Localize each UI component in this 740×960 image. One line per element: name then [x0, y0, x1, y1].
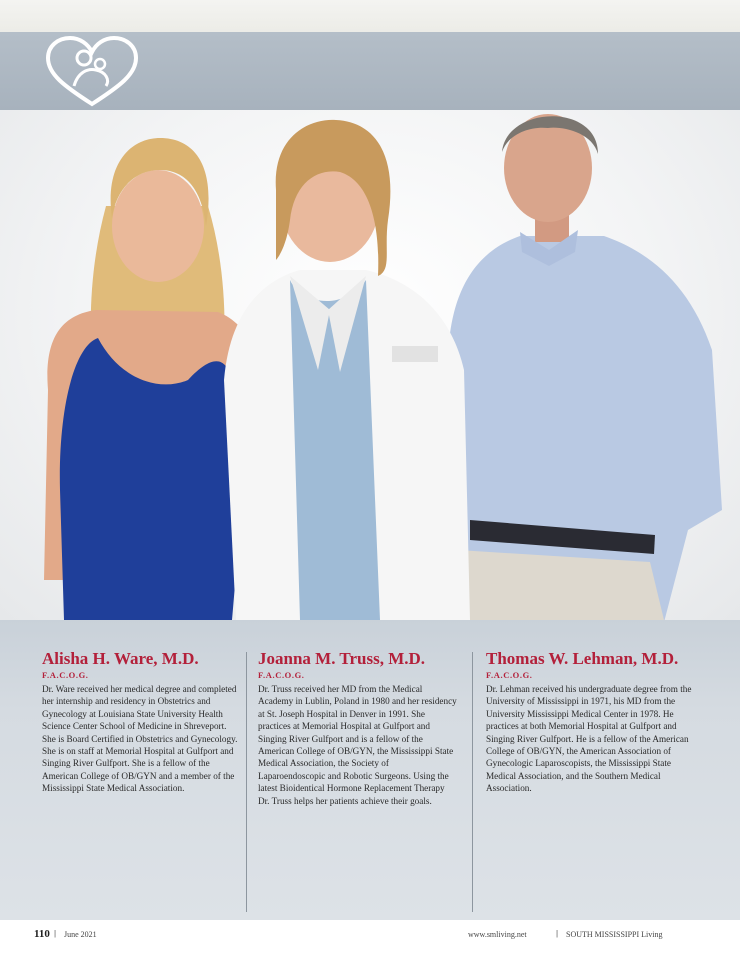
doctor-name: Joanna M. Truss, M.D.: [258, 649, 426, 668]
doctor-credential: F.A.C.O.G.: [258, 670, 305, 680]
heart-mother-baby-icon: [44, 34, 140, 108]
doctor-bio: Dr. Lehman received his undergraduate degree from the University of Mississippi in 1971, his MD from the University Mississippi Medical Center in 1978. He practices at both Memorial Hospital at Gulfport and Singing River Gulfport. He is a fellow of the American College of OB/GYN, the American Association of Gynecologic Laparoscopists, the Mississippi State Medical Association, and the Southern Medical Association.: [486, 684, 692, 794]
woman-center-figure: [224, 120, 470, 620]
doctors-group-photo: [0, 110, 740, 620]
site-url: www.smliving.net: [468, 930, 527, 939]
doctor-credential: F.A.C.O.G.: [486, 670, 533, 680]
doctor-column-truss: [258, 648, 458, 807]
magazine-name: SOUTH MISSISSIPPI Living: [566, 930, 663, 939]
man-figure: [448, 114, 722, 620]
doctor-bio: Dr. Ware received her medical degree and completed her internship and residency in Obstetrics and Gynecology at Louisiana State University Health Science Center School of Medicine in Shreveport. She is Board Certified in Obstetrics and Gynecology. She is on staff at Memorial Hospital at Gulfport and Singing River Gulfport. She is a fellow of the American College of OB/GYN and a member of the Mississippi State Medical Association.: [42, 684, 238, 794]
page-footer: [0, 920, 740, 960]
column-divider: [472, 652, 473, 912]
issue-date: June 2021: [64, 930, 97, 939]
doctor-name: Thomas W. Lehman, M.D.: [486, 649, 679, 668]
doctor-credential: F.A.C.O.G.: [42, 670, 89, 680]
top-strip: [0, 0, 740, 32]
footer-separator: |: [556, 929, 559, 938]
footer-separator: |: [54, 929, 57, 938]
doctor-bio: Dr. Truss received her MD from the Medical Academy in Lublin, Poland in 1980 and her residency at St. Joseph Hospital in Denver in 1991. She practices at Memorial Hospital at Gulfport and Singing River Gulfport and is a fellow of the American College of OB/GYN, the Mississippi State Medical Association, the Society of Laparoendoscopic and Robotic Surgeons. Using the latest Bioidentical Hormone Replacement Therapy Dr. Truss helps her patients achieve their goals.: [258, 684, 457, 806]
doctor-column-ware: [42, 648, 240, 795]
page-number: 110: [34, 928, 50, 940]
doctor-column-lehman: [486, 648, 696, 795]
doctor-name: Alisha H. Ware, M.D.: [42, 649, 199, 668]
column-divider: [246, 652, 247, 912]
